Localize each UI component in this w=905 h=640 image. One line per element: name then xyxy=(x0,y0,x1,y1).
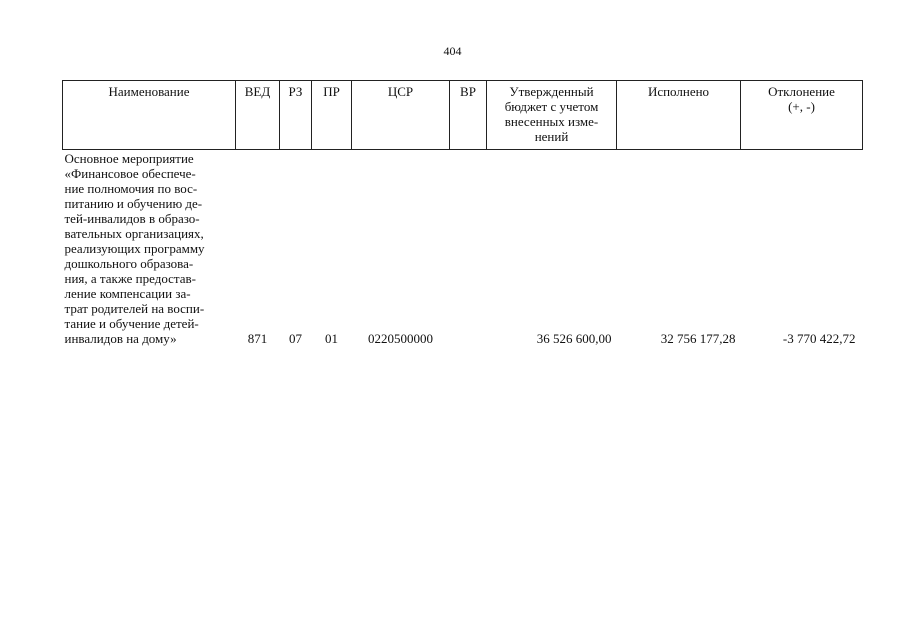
cell-approved-budget: 36 526 600,00 xyxy=(536,331,612,346)
cell-ved: 871 xyxy=(247,331,268,346)
header-vr: ВР xyxy=(450,81,487,150)
cell-name: Основное мероприятие «Финансовое обеспече- ние полномочия по вос- питанию и обучению де- тей-инвалидов в образо- вательных организациях, реализующих программу дошкольного образова- ния, а также предостав- ление компенсации за- трат родителей на воспи- тание и обучение детей- инвалидов на дому» xyxy=(64,151,205,346)
table-header-row xyxy=(63,81,863,150)
cell-deviation: -3 770 422,72 xyxy=(782,331,856,346)
header-csr: ЦСР xyxy=(352,81,450,150)
table-row xyxy=(63,150,863,347)
cell-pr: 01 xyxy=(325,331,338,346)
cell-vr xyxy=(450,150,487,347)
header-ved: ВЕД xyxy=(236,81,280,150)
page-number: 404 xyxy=(443,44,462,58)
budget-table xyxy=(62,80,863,346)
header-rz: РЗ xyxy=(280,81,312,150)
header-pr: ПР xyxy=(312,81,352,150)
cell-rz: 07 xyxy=(289,331,302,346)
cell-executed: 32 756 177,28 xyxy=(660,331,736,346)
cell-csr: 0220500000 xyxy=(368,331,433,346)
header-executed: Исполнено xyxy=(617,81,741,150)
header-approved-budget: Утвержденный бюджет с учетом внесенных изме- нений xyxy=(487,81,617,150)
header-deviation: Отклонение (+, -) xyxy=(741,81,863,150)
header-name: Наименование xyxy=(63,81,236,150)
